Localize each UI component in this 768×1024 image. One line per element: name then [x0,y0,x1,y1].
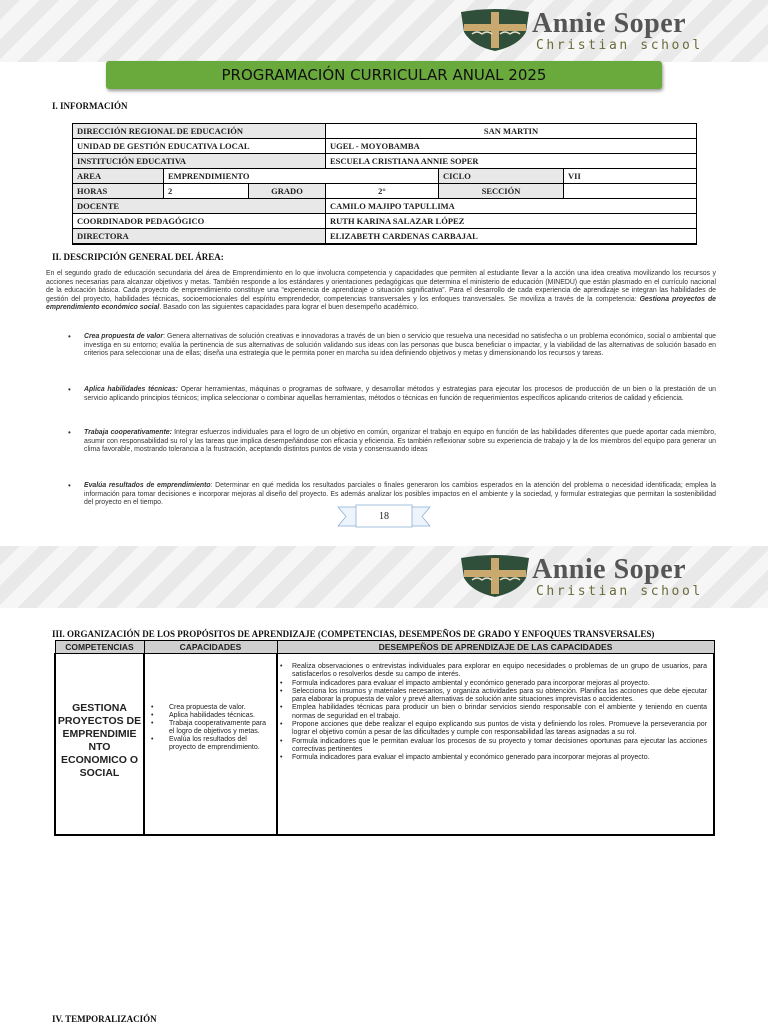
info-label: GRADO [249,184,326,199]
performances-list [278,654,713,763]
bullet-icon: • [280,737,283,745]
info-value: SAN MARTIN [326,124,697,139]
school-logo [458,554,748,604]
performance-text: Emplea habilidades técnicas para producir un bien o brindar servicios siendo responsable con el ambiente y teniendo en cuenta normas de seguridad en el trabajo. [292,704,707,720]
column-header: CAPACIDADES [144,641,277,654]
list-item [280,663,707,680]
info-value [564,184,697,199]
table-row [55,654,714,835]
table-row [73,139,697,154]
list-item [280,688,707,705]
capacity-text: Determinar en qué medida los resultados parciales o finales generaron los cambios esperados en la atención del problema o necesidad identificada; emplea la información para tomar decisiones e incorporar mejoras al diseño del proyecto. Es además analizar los posibles impactos en el ambiente y la sociedad, y formular estrategias que permitan la sostenibilidad del proyecto en el tiempo. [84,482,716,507]
info-label: DOCENTE [73,199,326,214]
info-value: VII [564,169,697,184]
page-number: 18 [379,511,389,522]
performance-text: Selecciona los insumos y materiales necesarios, y organiza actividades para su obtención. Planifica las acciones que debe ejecutar para elaborar la propuesta de valor y prevé alternativas de solución ante situaciones imprevistas o accidentes. [292,687,707,704]
capacity-title: Evalúa resultados de emprendimiento [84,482,211,489]
info-label: SECCIÓN [439,184,564,199]
bullet-icon: • [151,712,154,719]
performance-text: Formula indicadores para evaluar el impacto ambiental y económico generado para incorporar mejoras al proyecto. [292,679,650,687]
capacity-text: Operar herramientas, máquinas o programas de software, y desarrollar métodos y estrategias para ejecutar los procesos de producción de un bien o la prestación de un servicio aplicando principios técnicos; implica seleccionar o combinar aquellas herramientas, métodos o técnicas en función de requerimientos específicos aplicando criterios de calidad y eficiencia. [84,386,716,402]
info-value: ESCUELA CRISTIANA ANNIE SOPER [326,154,697,169]
page-title: PROGRAMACIÓN CURRICULAR ANUAL 2025 [106,61,662,89]
capacities-cell [144,654,277,835]
table-row [73,154,697,169]
performance-text: Formula indicadores para evaluar el impacto ambiental y económico generado para incorporar mejoras al proyecto. [292,754,650,762]
brand-subtitle: Christian school [536,38,703,53]
info-label: DIRECCIÓN REGIONAL DE EDUCACIÓN [73,124,326,139]
info-value: 2 [164,184,249,199]
capacity-sep: : [163,333,165,340]
performances-cell [277,654,714,835]
performance-text: Realiza observaciones o entrevistas individuales para explorar en equipo necesidades o problemas de un grupo de usuarios, para satisfacerlos o resolverlos desde su campo de interés. [292,663,707,679]
info-table [72,123,697,245]
info-label: UNIDAD DE GESTIÓN EDUCATIVA LOCAL [73,139,326,154]
table-header-row [55,641,714,654]
table-row [73,124,697,139]
capacity-text: Aplica habilidades técnicas. [169,712,255,719]
brand-subtitle: Christian school [536,584,703,599]
brand-name: Annie Soper [532,554,687,585]
bullet-icon: • [68,481,71,490]
bullet-icon: • [280,687,283,695]
bullet-icon: • [280,663,283,670]
list-item [68,429,716,455]
bullet-icon: • [280,704,283,712]
info-label: AREA [73,169,164,184]
list-item [280,738,707,755]
section-temporalization-heading: IV. TEMPORALIZACIÓN [52,1014,157,1024]
competencies-table [54,640,715,836]
list-item [68,386,716,403]
info-label: COORDINADOR PEDAGÓGICO [73,214,326,229]
info-label: CICLO [439,169,564,184]
bullet-icon: • [280,721,283,729]
list-item [151,704,272,712]
table-row [73,184,697,199]
table-row [73,214,697,229]
bullet-icon: • [68,385,71,394]
list-item [151,736,272,752]
shield-icon [458,8,532,52]
info-value: CAMILO MAJIPO TAPULLIMA [326,199,697,214]
info-label: INSTITUCIÓN EDUCATIVA [73,154,326,169]
competence-title: GESTIONA PROYECTOS DE EMPRENDIMIE NTO ECONOMICO O SOCIAL [57,702,142,779]
column-header: DESEMPEÑOS DE APRENDIZAJE DE LAS CAPACIDADES [277,641,714,654]
capacity-text: Trabaja cooperativamente para el logro de objetivos y metas. [169,720,267,735]
info-value: UGEL - MOYOBAMBA [326,139,697,154]
bullet-icon: • [68,332,71,341]
capacity-text: Genera alternativas de solución creativas e innovadoras a través de un bien o servicio que resuelva una necesidad no satisfecha o un problema económico, social o ambiental que investiga en su entorno; evalúa la pertinencia de sus alternativas de solución validando sus ideas con las personas que busca beneficiar o impactar, y la viabilidad de las alternativas de solución basado en criterios para seleccionar una de ellas; diseña una estrategia que le permita poner en marcha su idea definiendo objetivos y metas y dimensionando los recursos y tareas. [84,333,716,358]
capacity-text: Crea propuesta de valor. [169,704,246,711]
performance-text: Formula indicadores que le permitan evaluar los procesos de su proyecto y tomar decisiones oportunas para ejecutar las acciones correctivas pertinentes [292,737,707,753]
school-logo [458,8,748,58]
info-label: DIRECTORA [73,229,326,245]
list-item [280,704,707,721]
bullet-icon: • [151,720,154,727]
table-row [73,169,697,184]
bullet-icon: • [68,428,71,437]
list-item [151,712,272,720]
capacity-title: Aplica habilidades técnicas: [84,386,178,393]
section-info-heading: I. INFORMACIÓN [52,101,128,111]
description-paragraph [46,270,716,313]
table-row [73,199,697,214]
table-row [73,229,697,245]
list-item [280,721,707,738]
bullet-icon: • [151,704,154,711]
list-item [68,333,716,359]
section-organization-heading: III. ORGANIZACIÓN DE LOS PROPÓSITOS DE APRENDIZAJE (COMPETENCIAS, DESEMPEÑOS DE GRADO Y ENFOQUES TRANSVERSALES) [52,629,655,639]
brand-name: Annie Soper [532,8,687,39]
competence-name: Gestiona proyectos de emprendimiento económico social [46,295,716,312]
capacity-text: Integrar esfuerzos individuales para el logro de un objetivo en común, organizar el trabajo en equipo en función de las habilidades diferentes que puede aportar cada miembro, asumir con responsabilidad su rol y las tareas que implica desempeñándose con eficacia y eficiencia. Es también reflexionar sobre su experiencia de trabajo y la de los miembros del equipo para generar un clima favorable, mostrando tolerancia a la frustración, aceptando distintos puntos de vista y consensuando ideas [84,429,716,454]
capacity-sep: : [210,482,213,489]
description-text: En el segundo grado de educación secundaria del área de Emprendimiento en lo que involucra competencia y capacidades que permiten al estudiante llevar a la acción una idea creativa movilizando los recursos y acciones necesarias para alcanzar objetivos y metas. También responde a los estándares y orientaciones pedagógicas que determina el ministerio de educación (MINEDU) que están plasmado en el currículo nacional de la educación básica. Cada proyecto de emprendimiento constituye una “experiencia de aprendizaje o situación significativa”. Para el desarrollo de cada experiencia de aprendizaje se integran las habilidades de gestión del proyecto, habilidades técnicas, socioemocionales del espíritu emprendedor, competencias transversales y los enfoques transversales. Se moviliza a través de la competencia: [46,270,716,303]
info-value: 2° [326,184,439,199]
column-header: COMPETENCIAS [55,641,144,654]
performance-text: Propone acciones que debe realizar el equipo explicando sus puntos de vista y definiendo los roles. Promueve la perseverancia por lograr el objetivo común a pesar de las dificultades y cumple con responsabilidad las tareas asignadas a su rol. [292,721,707,737]
shield-icon [458,554,532,598]
description-text-end: . Basado con las siguientes capacidades para lograr el buen desempeño académico. [159,304,419,312]
capacity-title: Crea propuesta de valor [84,333,164,340]
info-value: RUTH KARINA SALAZAR LÓPEZ [326,214,697,229]
page-number-ribbon [336,504,432,530]
section-description-heading: II. DESCRIPCIÓN GENERAL DEL ÁREA: [52,252,224,262]
capacity-title: Trabaja cooperativamente: [84,429,172,436]
capacity-text: Evalúa los resultados del proyecto de emprendimiento. [169,736,260,751]
bullet-icon: • [151,736,154,743]
bullet-icon: • [280,679,283,687]
list-item [280,680,707,688]
info-label: HORAS [73,184,164,199]
bullet-icon: • [280,754,283,762]
list-item [280,754,707,762]
info-value: ELIZABETH CARDENAS CARBAJAL [326,229,697,245]
info-value: EMPRENDIMIENTO [164,169,439,184]
competence-cell [55,654,144,835]
capacities-list [145,654,276,752]
list-item [151,720,272,736]
